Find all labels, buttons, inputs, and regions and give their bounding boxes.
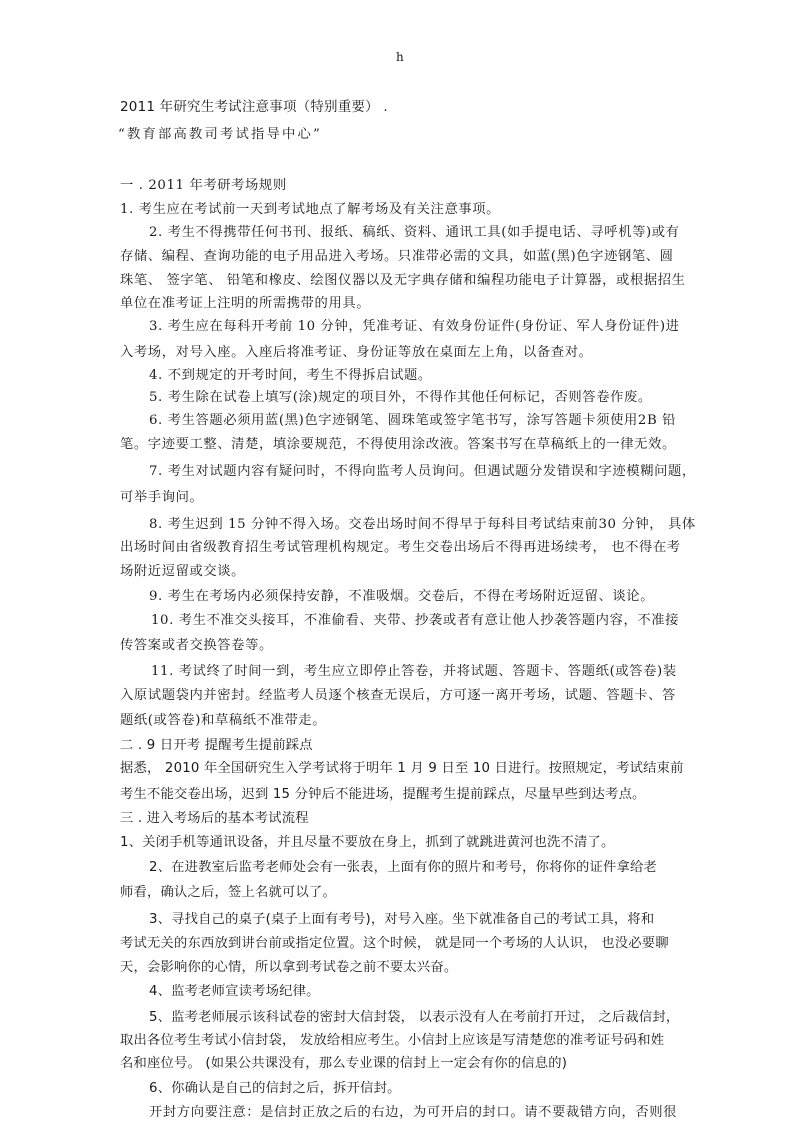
- paragraph-line: 师看，确认之后，签上名就可以了。: [120, 885, 336, 900]
- document-title: 2011 年研究生考试注意事项（特别重要） .: [120, 99, 388, 115]
- paragraph-line: 3、寻找自己的桌子(桌子上面有考号)，对号入座。坐下就准备自己的考试工具，将和: [149, 912, 655, 927]
- paragraph-line: 6、你确认是自己的信封之后，拆开信封。: [149, 1081, 401, 1096]
- paragraph-line: 天，会影响你的心情，所以拿到考试卷之前不要太兴奋。: [120, 960, 458, 975]
- paragraph-line: 出场时间由省级教育招生考试管理机构规定。考生交卷出场后不得再进场续考， 也不得在考: [120, 540, 681, 555]
- paragraph-line: 9. 考生在考场内必须保持安静，不准吸烟。交卷后，不得在考场附近逗留、谈论。: [149, 589, 655, 604]
- paragraph-line: 1、关闭手机等通讯设备，并且尽量不要放在身上，抓到了就跳进黄河也洗不清了。: [120, 835, 615, 850]
- paragraph-line: 5. 考生除在试卷上填写(涂)规定的项目外，不得作其他任何标记，否则答卷作废。: [149, 390, 652, 405]
- paragraph-line: 2. 考生不得携带任何书刊、报纸、稿纸、资料、通讯工具(如手提电话、寻呼机等)或有: [149, 225, 680, 240]
- paragraph-line: 名和座位号。 (如果公共课没有，那么专业课的信封上一定会有你的信息的): [120, 1056, 568, 1071]
- page-header-mark: h: [396, 50, 404, 64]
- paragraph-line: 3. 考生应在每科开考前 10 分钟，凭准考证、有效身份证件(身份证、军人身份证件)进: [149, 319, 680, 334]
- paragraph-line: 取出各位考生考试小信封袋， 发放给相应考生。小信封上应该是写清楚您的准考证号码和姓: [120, 1033, 665, 1048]
- section-heading: 二 . 9 日开考 提醒考生提前踩点: [120, 738, 313, 753]
- section-heading: 三 . 进入考场后的基本考试流程: [120, 811, 309, 826]
- paragraph-line: 单位在准考证上注明的所需携带的用具。: [120, 296, 371, 311]
- paragraph-line: 11. 考试终了时间一到，考生应立即停止答卷，并将试题、答题卡、答题纸(或答卷)装: [151, 664, 677, 679]
- paragraph-line: 考生不能交卷出场，迟到 15 分钟后不能进场，提醒考生提前踩点，尽量早些到达考点。: [120, 787, 646, 802]
- paragraph-line: 考试无关的东西放到讲台前或指定位置。这个时候， 就是同一个考场的人认识， 也没必要聊: [120, 936, 669, 951]
- paragraph-line: 7. 考生对试题内容有疑问时，不得向监考人员询问。但遇试题分发错误和字迹模糊问题，: [149, 464, 696, 479]
- paragraph-line: 8. 考生迟到 15 分钟不得入场。交卷出场时间不得早于每科目考试结束前30 分钟， 具体: [149, 517, 696, 532]
- paragraph-line: 可举手询问。: [120, 490, 204, 505]
- paragraph-line: 题纸(或答卷)和草稿纸不准带走。: [120, 713, 327, 728]
- paragraph-line: 开封方向要注意：是信封正放之后的右边，为可开启的封口。请不要裁错方向，否则很: [149, 1105, 678, 1120]
- paragraph-line: 2、在进教室后监考老师处会有一张表，上面有你的照片和考号，你将你的证件拿给老: [149, 860, 658, 875]
- paragraph-line: 入原试题袋内并密封。经监考人员逐个核查无误后，方可逐一离开考场，试题、答题卡、答: [120, 688, 676, 703]
- paragraph-line: 4、监考老师宣读考场纪律。: [149, 984, 320, 999]
- paragraph-line: 1. 考生应在考试前一天到考试地点了解考场及有关注意事项。: [120, 202, 501, 217]
- section-heading: 一 . 2011 年考研考场规则: [120, 178, 287, 193]
- paragraph-line: 5、监考老师展示该科试卷的密封大信封袋， 以表示没有人在考前打开过， 之后裁信封，: [149, 1010, 680, 1025]
- paragraph-line: 存储、编程、查询功能的电子用品进入考场。只准带必需的文具，如蓝(黑)色字迹钢笔、圆: [120, 249, 674, 264]
- paragraph-line: 珠笔、 签字笔、 铅笔和橡皮、绘图仪器以及无字典存储和编程功能电子计算器，或根据招生: [120, 273, 686, 288]
- paragraph-line: 4. 不到规定的开考时间，考生不得拆启试题。: [149, 368, 432, 383]
- paragraph-line: 入考场，对号入座。入座后将准考证、身份证等放在桌面左上角，以备查对。: [120, 345, 593, 360]
- paragraph-line: 10. 考生不准交头接耳，不准偷看、夹带、抄袭或者有意让他人抄袭答题内容，不准接: [151, 613, 680, 628]
- document-source: “教育部高教司考试指导中心”: [118, 127, 322, 142]
- paragraph-line: 6. 考生答题必须用蓝(黑)色字迹钢笔、圆珠笔或签字笔书写，涂写答题卡须使用2B 铅: [149, 413, 677, 428]
- paragraph-line: 场附近逗留或交谈。: [120, 564, 246, 579]
- paragraph-line: 笔。字迹要工整、清楚，填涂要规范，不得使用涂改液。答案书写在草稿纸上的一律无效。: [120, 437, 676, 452]
- paragraph-line: 传答案或者交换答卷等。: [120, 638, 273, 653]
- paragraph-line: 据悉， 2010 年全国研究生入学考试将于明年 1 月 9 日至 10 日进行。按照规定，考试结束前: [120, 761, 684, 776]
